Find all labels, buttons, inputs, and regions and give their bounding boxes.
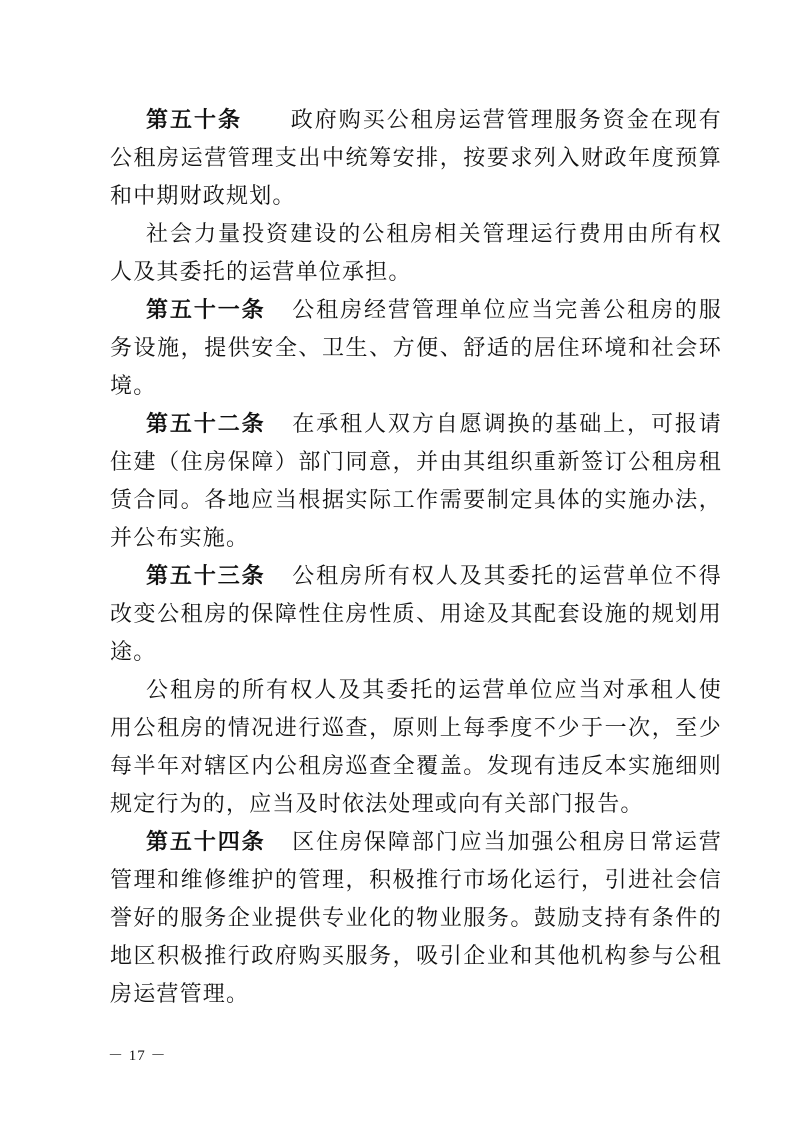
document-body [110,102,722,1014]
article-heading: 第五十二条 [146,412,266,437]
paragraph [110,406,722,558]
paragraph [110,102,722,216]
paragraph [110,558,722,672]
paragraph [110,216,722,292]
paragraph-text: 公租房经营管理单位应当完善公租房的服务设施，提供安全、卫生、方便、舒适的居住环境和社会环境。 [110,298,722,399]
paragraph-text: 公租房的所有权人及其委托的运营单位应当对承租人使用公租房的情况进行巡查，原则上每季度不少于一次，至少每半年对辖区内公租房巡查全覆盖。发现有违反本实施细则规定行为的，应当及时依法处理或向有关部门报告。 [110,678,722,817]
paragraph-text: 政府购买公租房运营管理服务资金在现有公租房运营管理支出中统筹安排，按要求列入财政年度预算和中期财政规划。 [110,108,722,209]
article-heading: 第五十四条 [146,830,266,855]
paragraph [110,824,722,1014]
article-heading: 第五十一条 [146,298,266,323]
paragraph-text: 在承租人双方自愿调换的基础上，可报请住建（住房保障）部门同意，并由其组织重新签订公租房租赁合同。各地应当根据实际工作需要制定具体的实施办法，并公布实施。 [110,412,722,551]
article-heading: 第五十三条 [146,564,266,589]
paragraph [110,292,722,406]
paragraph [110,672,722,824]
paragraph-text: 公租房所有权人及其委托的运营单位不得改变公租房的保障性住房性质、用途及其配套设施的规划用途。 [110,564,722,665]
article-heading: 第五十条 [146,108,242,133]
page-number: － 17 － [108,1048,167,1064]
paragraph-text: 区住房保障部门应当加强公租房日常运营管理和维修维护的管理，积极推行市场化运行，引进社会信誉好的服务企业提供专业化的物业服务。鼓励支持有条件的地区积极推行政府购买服务，吸引企业和其他机构参与公租房运营管理。 [110,830,722,1007]
paragraph-text: 社会力量投资建设的公租房相关管理运行费用由所有权人及其委托的运营单位承担。 [110,222,722,285]
